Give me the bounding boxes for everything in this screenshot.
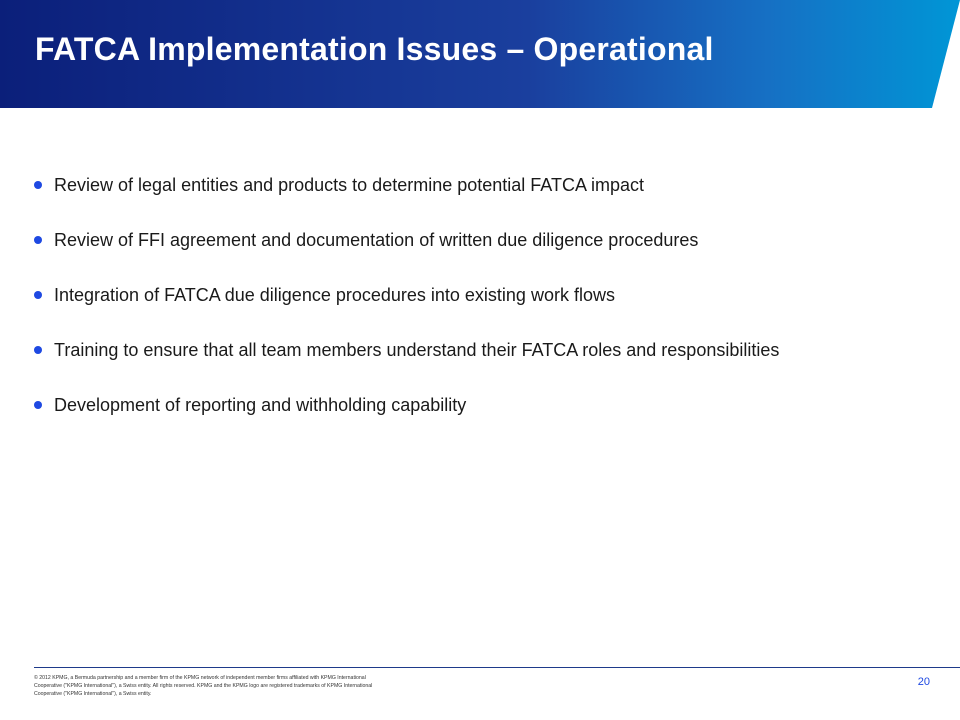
footer-legal-notice: © 2012 KPMG, a Bermuda partnership and a member firm of the KPMG network of independent member firms affiliated with KPMG International Cooperative ("KPMG International"), a Swiss entity. All rights reserved. KPMG and the KPMG logo are registered trademarks of KPMG International Cooperative ("KPMG International"), a Swiss entity. bbox=[34, 675, 373, 697]
bullet-text: Development of reporting and withholding capability bbox=[54, 395, 467, 415]
bullet-text: Training to ensure that all team members understand their FATCA roles and responsibilities bbox=[54, 340, 780, 360]
bullet-item bbox=[34, 337, 894, 363]
bullet-list bbox=[34, 172, 894, 447]
bullet-item bbox=[34, 227, 894, 253]
bullet-item bbox=[34, 282, 894, 308]
bullet-text: Review of legal entities and products to determine potential FATCA impact bbox=[54, 175, 644, 195]
bullet-dot-icon bbox=[34, 291, 42, 299]
page-number: 20 bbox=[917, 676, 930, 688]
bullet-text: Review of FFI agreement and documentation of written due diligence procedures bbox=[54, 230, 699, 250]
bullet-text: Integration of FATCA due diligence procedures into existing work flows bbox=[54, 285, 615, 305]
bullet-item bbox=[34, 172, 894, 198]
bullet-item bbox=[34, 392, 894, 418]
bullet-dot-icon bbox=[34, 236, 42, 244]
footer-divider bbox=[34, 667, 960, 668]
bullet-dot-icon bbox=[34, 401, 42, 409]
bullet-dot-icon bbox=[34, 346, 42, 354]
title-banner bbox=[0, 0, 960, 108]
bullet-dot-icon bbox=[34, 181, 42, 189]
page-title: FATCA Implementation Issues – Operational bbox=[35, 31, 714, 67]
